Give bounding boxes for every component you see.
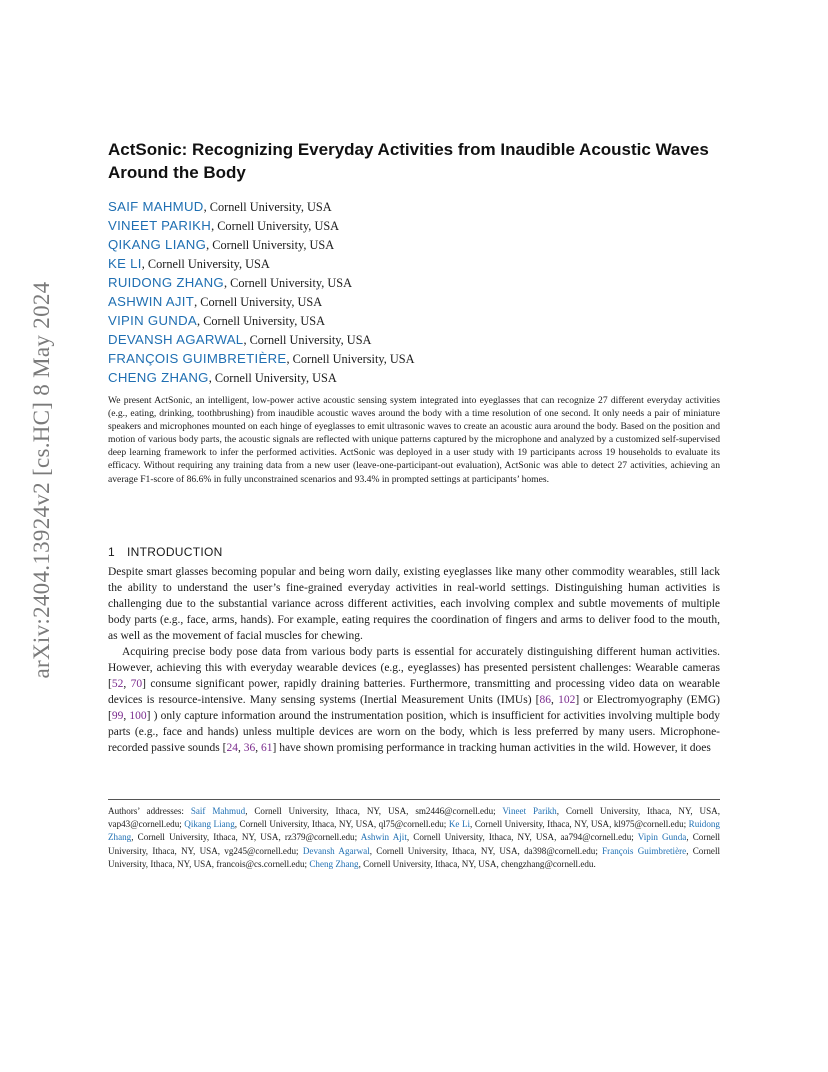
author-entry: [108, 292, 720, 311]
author-affiliation: , Cornell University, USA: [224, 276, 352, 290]
footnote-author-link[interactable]: Ke Li: [448, 819, 471, 830]
author-name[interactable]: KE LI: [108, 256, 142, 271]
author-affiliation: , Cornell University, USA: [211, 219, 340, 233]
paragraph: Despite smart glasses becoming popular and being worn daily, existing eyeglasses like many other commodity wearables, still lack the ability to understand the user’s fine-grained everyday activities in real-world settings. Distinguishing human activities is challenging due to the substantial variance across different activities, each involving complex and subtle movements of multiple body parts (e.g., face, arms, hands). For example, eating requires the coordination of fingers and arms to deliver food to the mouth, as well as the movement of facial muscles for chewing.: [108, 566, 720, 642]
citation-link[interactable]: 36: [243, 742, 256, 754]
citation-link[interactable]: 24: [226, 742, 238, 754]
paper-title: ActSonic: Recognizing Everyday Activities from Inaudible Acoustic Waves Around the Body: [108, 140, 709, 182]
author-list: [108, 197, 720, 387]
author-name[interactable]: FRANÇOIS GUIMBRETIÈRE: [108, 351, 287, 366]
paragraph: Acquiring precise body pose data from various body parts is essential for accurately distinguishing different human activities. However, achieving this with everyday wearable devices (e.g., eyeglasses) has presented persistent challenges: Wearable cameras [52, 70] consume significant power, rapidly draining batteries. Furthermore, transmitting and processing video data on wearable devices is resource-intensive. Many sensing systems (Inertial Measurement Units (IMUs) [86, 102] or Electromyography (EMG) [99, 100] ) only capture information around the instrumentation position, which is insufficient for activities involving multiple body parts (e.g., face and hands) unless multiple devices are worn on the body, which is less preferred by many users. Microphone-recorded passive sounds [24, 36, 61] have shown promising performance in tracking human activities in the wild. However, it does: [108, 646, 721, 754]
author-entry: [108, 349, 720, 368]
abstract: We present ActSonic, an intelligent, low-power active acoustic sensing system integrated into eyeglasses that can recognize 27 different everyday activities (e.g., eating, drinking, toothbrushing) from inaudible acoustic waves around the body with a time resolution of one second. It only needs a pair of miniature speakers and microphones mounted on each hinge of eyeglasses to emit ultrasonic waves to create an acoustic aura around the body. Based on the position and motion of various body parts, the acoustic signals are reflected with unique patterns captured by the microphone and analyzed by a customized self-supervised deep learning framework to infer the performed activities. ActSonic was deployed in a user study with 19 participants across 19 households to evaluate its efficacy. Without requiring any training data from a new user (leave-one-participant-out evaluation), ActSonic was able to detect 27 activities, achieving an average F1-score of 86.6% in fully unconstrained scenarios and 93.4% in prompted settings at participants’ homes.: [108, 395, 720, 485]
citation-link[interactable]: 99: [111, 710, 124, 722]
footnote-divider: [108, 799, 720, 800]
body-text: [108, 564, 720, 756]
author-entry: [108, 216, 720, 235]
citation-link[interactable]: 100: [129, 710, 147, 722]
footnote-author-link[interactable]: Devansh Agarwal: [302, 845, 370, 856]
citation-link[interactable]: 102: [558, 694, 576, 706]
author-name[interactable]: CHENG ZHANG: [108, 370, 209, 385]
author-affiliation: , Cornell University, USA: [197, 314, 326, 328]
footnote-author-link[interactable]: Vineet Parikh: [502, 806, 557, 816]
author-addresses-footnote: Authors’ addresses: Saif Mahmud, Cornell University, Ithaca, NY, USA, sm2446@cornell.edu; Vineet Parikh, Cornell University, Ithaca, NY, USA, vap43@cornell.edu; Qikang Liang, Cornell University, Ithaca, NY, USA, ql75@cornell.edu; Ke Li, Cornell University, Ithaca, NY, USA, kl975@cornell.edu; Ruidong Zhang, Cornell University, Ithaca, NY, USA, rz379@cornell.edu; Ashwin Ajit, Cornell University, Ithaca, NY, USA, aa794@cornell.edu; Vipin Gunda, Cornell University, Ithaca, NY, USA, vg245@cornell.edu; Devansh Agarwal, Cornell University, Ithaca, NY, USA, da398@cornell.edu; François Guimbretière, Cornell University, Ithaca, NY, USA, francois@cs.cornell.edu; Cheng Zhang, Cornell University, Ithaca, NY, USA, chengzhang@cornell.edu.: [108, 806, 721, 869]
citation-link[interactable]: 61: [260, 742, 273, 754]
author-entry: [108, 311, 720, 330]
author-affiliation: , Cornell University, USA: [203, 200, 332, 214]
citation-link[interactable]: 52: [111, 678, 124, 690]
arxiv-identifier: arXiv:2404.13924v2 [cs.HC] 8 May 2024: [29, 281, 54, 679]
author-entry: [108, 368, 720, 387]
author-affiliation: , Cornell University, USA: [243, 333, 372, 347]
author-name[interactable]: VIPIN GUNDA: [108, 313, 198, 328]
footnote-author-link[interactable]: Qikang Liang: [184, 819, 235, 830]
author-name[interactable]: VINEET PARIKH: [108, 218, 212, 233]
author-affiliation: , Cornell University, USA: [194, 295, 323, 309]
footnote-author-link[interactable]: Ashwin Ajit: [360, 832, 407, 843]
author-affiliation: , Cornell University, USA: [286, 352, 415, 366]
author-affiliation: , Cornell University, USA: [208, 371, 337, 385]
author-name[interactable]: SAIF MAHMUD: [108, 199, 204, 214]
author-affiliation: , Cornell University, USA: [141, 257, 270, 271]
citation-link[interactable]: 70: [130, 678, 143, 690]
author-entry: [108, 273, 720, 292]
author-entry: [108, 330, 720, 349]
footnote-author-link[interactable]: Saif Mahmud: [190, 806, 246, 816]
footnote-author-link[interactable]: François Guimbretière: [602, 845, 687, 856]
author-name[interactable]: DEVANSH AGARWAL: [108, 332, 244, 347]
author-entry: [108, 254, 720, 273]
author-name[interactable]: QIKANG LIANG: [108, 237, 207, 252]
citation-link[interactable]: 86: [539, 694, 552, 706]
section-number: 1: [108, 545, 115, 559]
footnote-author-link[interactable]: Ruidong Zhang: [108, 819, 720, 843]
arxiv-sidebar: [24, 281, 60, 679]
footnote-author-link[interactable]: Cheng Zhang: [309, 858, 359, 869]
author-name[interactable]: ASHWIN AJIT: [108, 294, 195, 309]
section-heading: [108, 544, 223, 560]
author-entry: [108, 197, 720, 216]
author-entry: [108, 235, 720, 254]
footnote-author-link[interactable]: Vipin Gunda: [637, 832, 687, 843]
author-affiliation: , Cornell University, USA: [206, 238, 335, 252]
author-name[interactable]: RUIDONG ZHANG: [108, 275, 224, 290]
section-title: INTRODUCTION: [126, 545, 223, 559]
